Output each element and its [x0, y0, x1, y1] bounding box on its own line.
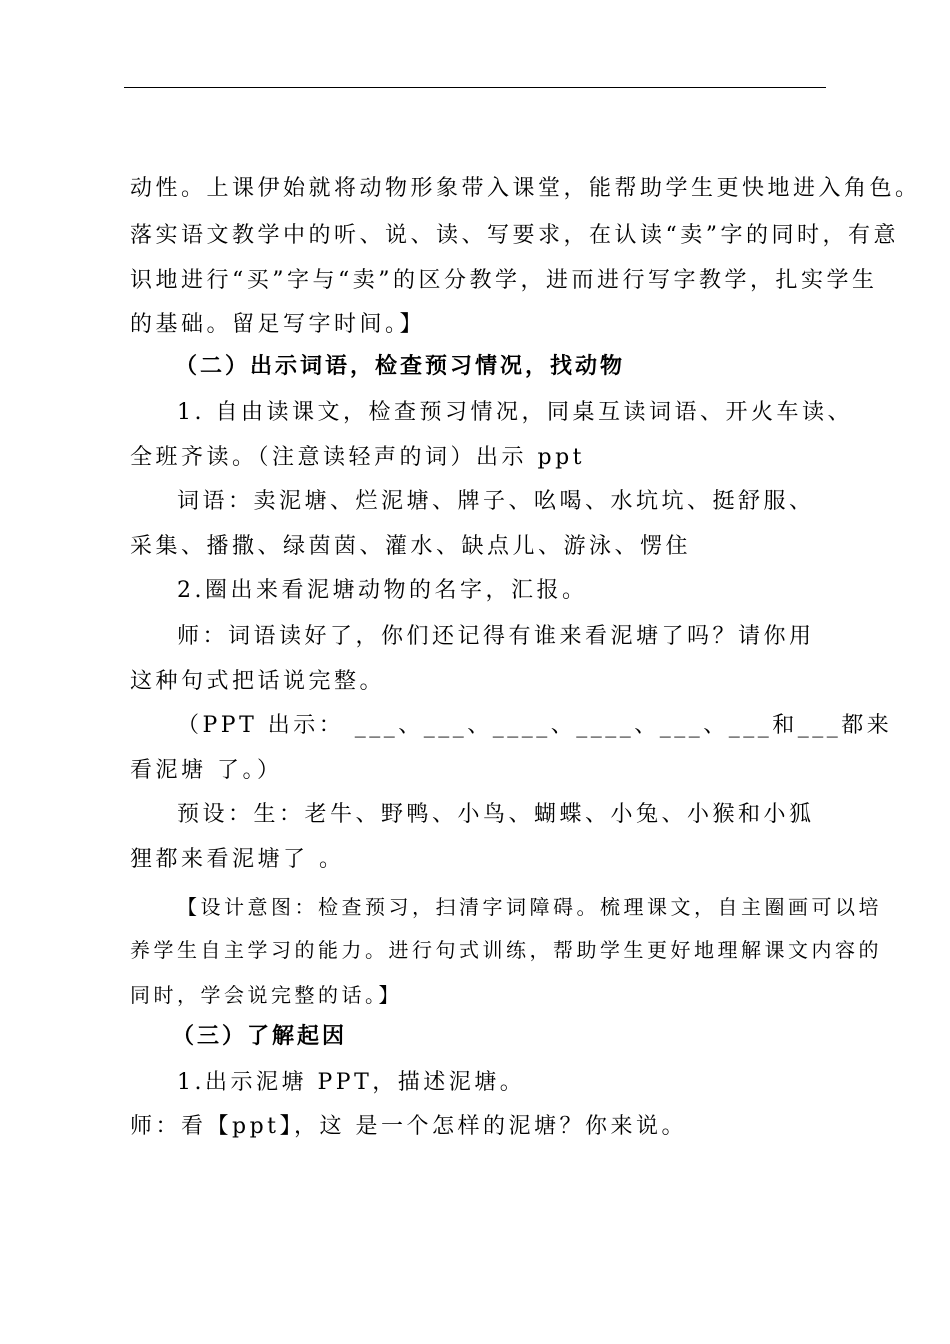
design-note-1-line-2: 落实语文教学中的听、说、读、写要求，在认读“卖”字的同时，有意 [130, 223, 899, 248]
step-3-1: 1.出示泥塘 PPT，描述泥塘。 [177, 1070, 526, 1095]
teacher-line-2: 这种句式把话说完整。 [130, 669, 386, 694]
design-note-1-line-1: 动性。上课伊始就将动物形象带入课堂，能帮助学生更快地进入角色。 [130, 176, 921, 201]
teacher-line-3: 师：看【ppt】，这 是一个怎样的泥塘？你来说。 [130, 1114, 688, 1139]
preset-line-2: 狸都来看泥塘了 。 [130, 847, 345, 872]
design-note-2-line-3: 同时，学会说完整的话。】 [130, 983, 402, 1007]
design-note-1-line-4: 的基础。留足写字时间。】 [130, 312, 426, 337]
section-heading-2: （二）出示词语，检查预习情况，找动物 [175, 353, 626, 379]
teacher-line-1: 师：词语读好了，你们还记得有谁来看泥塘了吗？请你用 [177, 624, 815, 649]
vocab-line-2: 采集、播撒、绿茵茵、灌水、缺点儿、游泳、愣住 [130, 534, 692, 559]
ppt-pattern-line-1: （PPT 出示： ___、___、____、____、___、___和___都来 [177, 713, 893, 738]
design-note-1-line-3: 识地进行“买”字与“卖”的区分教学，进而进行写字教学，扎实学生 [130, 268, 878, 293]
section-heading-3: （三）了解起因 [172, 1023, 348, 1049]
design-note-2-line-2: 养学生自主学习的能力。进行句式训练，帮助学生更好地理解课文内容的 [130, 938, 882, 962]
step-2: 2.圈出来看泥塘动物的名字，汇报。 [177, 578, 588, 603]
step-1-line-1: 1. 自由读课文，检查预习情况，同桌互读词语、开火车读、 [177, 400, 853, 425]
header-rule [124, 87, 826, 88]
step-1-line-2: 全班齐读。（注意读轻声的词）出示 ppt [130, 445, 586, 470]
preset-line-1: 预设：生：老牛、野鸭、小鸟、蝴蝶、小兔、小猴和小狐 [177, 802, 815, 827]
design-note-2-line-1: 【设计意图：检查预习，扫清字词障碍。梳理课文，自主圈画可以培 [177, 895, 882, 919]
ppt-pattern-line-2: 看泥塘 了。） [130, 758, 283, 783]
vocab-line-1: 词语：卖泥塘、烂泥塘、牌子、吆喝、水坑坑、挺舒服、 [177, 489, 815, 514]
